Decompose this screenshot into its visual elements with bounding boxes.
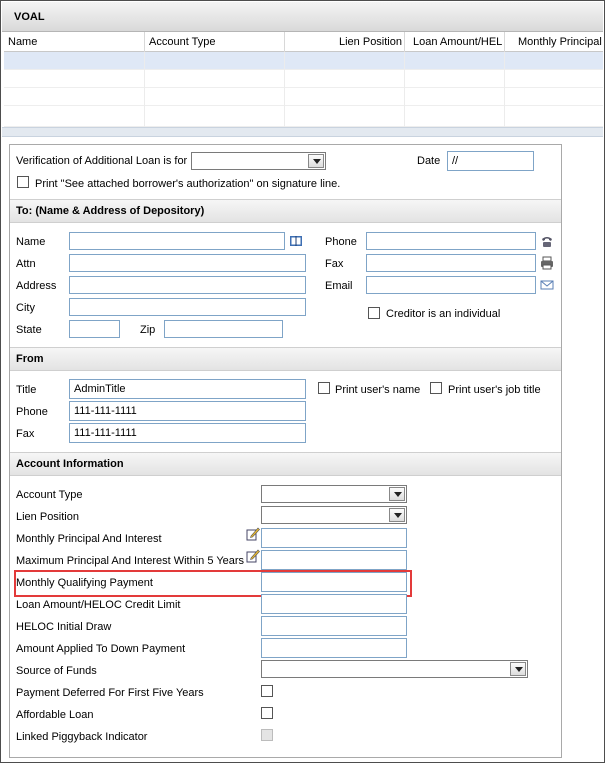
verification-label: Verification of Additional Loan is for [16,155,188,167]
affordable-loan-checkbox[interactable] [261,707,273,719]
address-book-icon[interactable] [289,234,303,248]
section-title: Account Information [16,458,124,470]
date-input[interactable] [447,151,534,171]
print-job-title-checkbox[interactable] [430,382,442,394]
table-row[interactable] [4,106,603,127]
col-divider [404,32,405,52]
city-field[interactable] [69,298,306,316]
email-label: Email [325,280,353,292]
voal-header [2,2,603,32]
title-label: Title [16,384,37,396]
fax-label: Fax [325,258,344,270]
col-divider [504,32,505,52]
chevron-down-icon[interactable] [389,508,405,522]
payment-deferred-checkbox[interactable] [261,685,273,697]
monthly-pi-field[interactable] [261,528,407,548]
heloc-draw-label: HELOC Initial Draw [16,621,112,633]
col-account-type[interactable]: Account Type [149,36,216,48]
col-lien-position[interactable]: Lien Position [339,36,402,48]
lien-position-label: Lien Position [16,511,79,523]
source-funds-select[interactable] [261,660,528,678]
loan-amount-label: Loan Amount/HELOC Credit Limit [16,599,181,611]
state-label: State [16,324,42,336]
col-divider [284,32,285,52]
piggyback-label: Linked Piggyback Indicator [16,731,148,743]
affordable-loan-label: Affordable Loan [16,709,94,721]
source-funds-label: Source of Funds [16,665,97,677]
name-label: Name [16,236,46,248]
table-row[interactable] [4,52,603,70]
email-field[interactable] [366,276,536,294]
attn-field[interactable] [69,254,306,272]
print-user-name-checkbox[interactable] [318,382,330,394]
print-user-name-label: Print user's name [335,384,421,396]
account-type-label: Account Type [16,489,83,501]
max-pi-label: Maximum Principal And Interest Within 5 Years [16,555,245,567]
date-label: Date [417,155,441,167]
print-authorization-label: Print "See attached borrower's authorization" on signature line. [35,178,341,190]
col-loan-amount[interactable]: Loan Amount/HEL [413,36,503,48]
phone-field[interactable] [366,232,536,250]
col-line [504,52,505,127]
name-field[interactable] [69,232,285,250]
down-payment-label: Amount Applied To Down Payment [16,643,186,655]
table-row[interactable] [4,88,603,106]
section-from [10,347,561,371]
edit-icon[interactable] [246,527,260,541]
section-to [10,199,561,223]
account-type-select[interactable] [261,485,407,503]
phone-label: Phone [325,236,357,248]
payment-deferred-label: Payment Deferred For First Five Years [16,687,204,699]
col-divider [144,32,145,52]
phone-icon[interactable] [540,234,554,248]
heloc-draw-field[interactable] [261,616,407,636]
col-line [404,52,405,127]
grid-header [4,32,603,52]
zip-label: Zip [140,324,156,336]
down-payment-field[interactable] [261,638,407,658]
max-pi-field[interactable] [261,550,407,570]
lien-position-select[interactable] [261,506,407,524]
monthly-qualifying-field[interactable] [261,572,407,592]
voal-form-panel [9,144,562,758]
grid-scrollbar[interactable] [2,127,603,137]
printer-icon[interactable] [540,256,554,270]
creditor-individual-label: Creditor is an individual [386,308,501,320]
from-title-field[interactable] [69,379,306,399]
section-title: From [16,353,44,365]
attn-label: Attn [16,258,36,270]
chevron-down-icon[interactable] [308,154,324,168]
state-field[interactable] [69,320,120,338]
col-line [284,52,285,127]
loan-amount-field[interactable] [261,594,407,614]
col-line [144,52,145,127]
from-fax-field[interactable] [69,423,306,443]
address-field[interactable] [69,276,306,294]
creditor-individual-checkbox[interactable] [368,307,380,319]
from-phone-label: Phone [16,406,48,418]
piggyback-checkbox [261,729,273,741]
address-label: Address [16,280,57,292]
print-job-title-label: Print user's job title [448,384,541,396]
col-name[interactable]: Name [8,36,38,48]
monthly-qualifying-label: Monthly Qualifying Payment [16,577,153,589]
from-phone-field[interactable] [69,401,306,421]
city-label: City [16,302,35,314]
from-fax-label: Fax [16,428,35,440]
email-icon[interactable] [540,278,554,292]
print-authorization-checkbox[interactable] [17,176,29,188]
section-account [10,452,561,476]
zip-field[interactable] [164,320,283,338]
table-row[interactable] [4,70,603,88]
chevron-down-icon[interactable] [389,487,405,501]
fax-field[interactable] [366,254,536,272]
edit-icon[interactable] [246,549,260,563]
chevron-down-icon[interactable] [510,662,526,676]
col-monthly-principal[interactable]: Monthly Principal [518,36,602,48]
verification-select[interactable] [191,152,326,170]
voal-title: VOAL [14,11,45,23]
section-title: To: (Name & Address of Depository) [16,205,205,217]
monthly-pi-label: Monthly Principal And Interest [16,533,162,545]
